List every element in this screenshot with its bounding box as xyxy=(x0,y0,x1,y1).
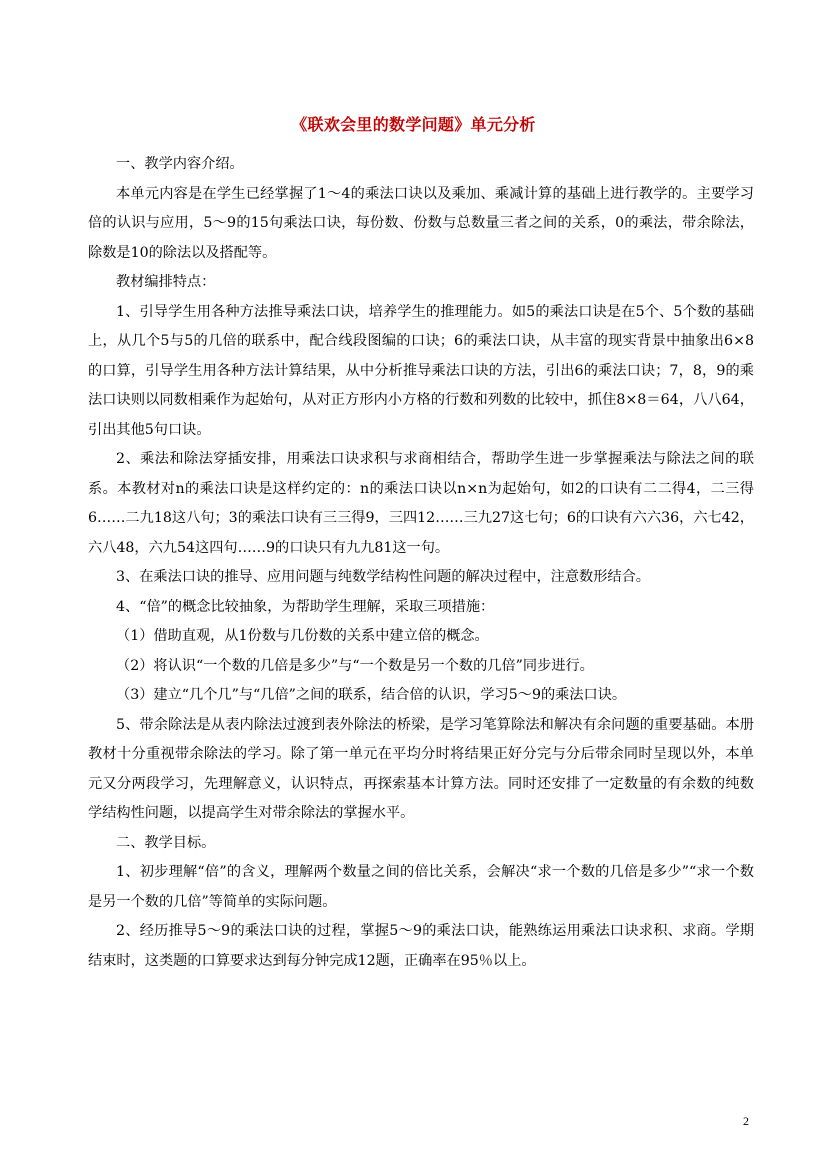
feature-paragraph-5: 5、带余除法是从表内除法过渡到表外除法的桥梁，是学习笔算除法和解决有余问题的重要基础。本册教材十分重视带余除法的学习。除了第一单元在平均分时将结果正好分完与分后带余同时呈现以外，本单元又分两段学习，先理解意义，认识特点，再探索基本计算方法。同时还安排了一定数量的有余数的纯数学结构性问题，以提高学生对带余除法的掌握水平。 xyxy=(88,716,754,821)
feature-paragraph-2: 2、乘法和除法穿插安排，用乘法口诀求积与求商相结合，帮助学生进一步掌握乘法与除法之间的联系。本教材对n的乘法口诀是这样约定的：n的乘法口诀以n×n为起始句，如2的口诀有二二得4，二三得6……二九18这八句；3的乘法口诀有三三得9，三四12……三九27这七句；6的口诀有六六36，六七42，六八48，六九54这四句……9的口诀只有九九81这一句。 xyxy=(88,451,754,556)
section-heading-content: 一、教学内容介绍。 xyxy=(116,156,244,172)
document-body xyxy=(88,150,754,976)
goal-paragraph-2: 2、经历推导5～9的乘法口诀的过程，掌握5～9的乘法口诀，能熟练运用乘法口诀求积、求商。学期结束时，这类题的口算要求达到每分钟完成12题，正确率在95％以上。 xyxy=(88,923,754,969)
page-number: 2 xyxy=(743,1114,749,1128)
section-heading-goals: 二、教学目标。 xyxy=(116,834,216,851)
content-paragraph: 本单元内容是在学生已经掌握了1～4的乘法口诀以及乘加、乘减计算的基础上进行教学的。主要学习倍的认识与应用，5～9的15句乘法口诀，每份数、份数与总数量三者之间的关系，0的乘法，带余除法，除数是10的除法以及搭配等。 xyxy=(88,185,754,261)
measure-item-1: （1）借助直观，从1份数与几份数的关系中建立倍的概念。 xyxy=(116,628,489,644)
feature-paragraph-1: 1、引导学生用各种方法推导乘法口诀，培养学生的推理能力。如5的乘法口诀是在5个、5个数的基础上，从几个5与5的几倍的联系中，配合线段图编的口诀；6的乘法口诀，从丰富的现实背景中抽象出6×8的口算，引导学生用各种方法计算结果，从中分析推导乘法口诀的方法，引出6的乘法口诀；7，8，9的乘法口诀则以同数相乘作为起始句，从对正方形内小方格的行数和列数的比较中，抓住8×8＝64，八八64，引出其他5句口诀。 xyxy=(88,303,754,438)
measure-item-2: （2）将认识“一个数的几倍是多少”与“一个数是另一个数的几倍”同步进行。 xyxy=(116,657,594,674)
features-heading: 教材编排特点： xyxy=(116,274,216,290)
feature-paragraph-4: 4、“倍”的概念比较抽象，为帮助学生理解，采取三项措施： xyxy=(116,598,495,615)
measure-item-3: （3）建立“几个几”与“几倍”之间的联系，结合倍的认识，学习5～9的乘法口诀。 xyxy=(116,687,627,703)
document-title: 《联欢会里的数学问题》单元分析 xyxy=(291,115,536,134)
goal-paragraph-1: 1、初步理解“倍”的含义，理解两个数量之间的倍比关系，会解决“求一个数的几倍是多少”“求一个数是另一个数的几倍”等简单的实际问题。 xyxy=(88,864,754,910)
feature-paragraph-3: 3、在乘法口诀的推导、应用问题与纯数学结构性问题的解决过程中，注意数形结合。 xyxy=(116,569,650,585)
